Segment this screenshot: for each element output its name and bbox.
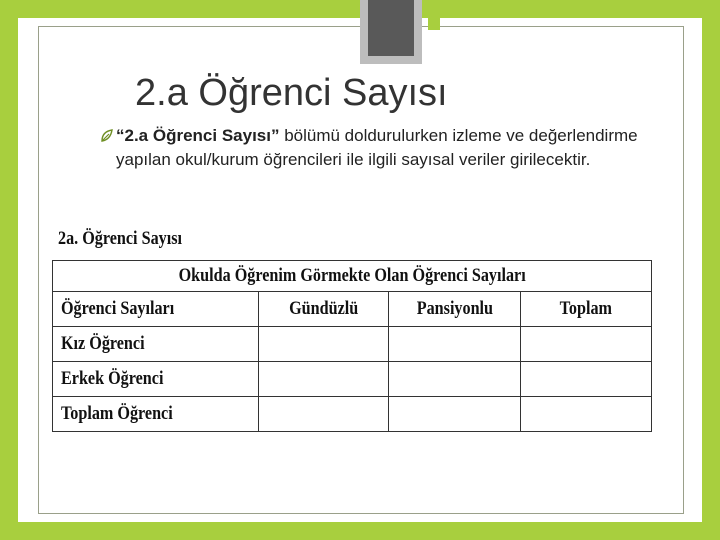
bullet-paragraph	[100, 124, 660, 172]
decor-dark-block	[368, 0, 414, 56]
row-label: Toplam Öğrenci	[53, 397, 259, 432]
row-label: Erkek Öğrenci	[53, 362, 259, 397]
bullet-quoted-title: “2.a Öğrenci Sayısı”	[116, 126, 280, 145]
table-cell	[521, 327, 652, 362]
table-cell	[521, 362, 652, 397]
student-count-table	[52, 260, 652, 432]
slide-title: 2.a Öğrenci Sayısı	[135, 72, 448, 114]
table-cell	[258, 327, 389, 362]
table-cell	[521, 397, 652, 432]
table-cell	[389, 327, 521, 362]
table-caption-row	[53, 261, 652, 292]
table-cell	[258, 362, 389, 397]
column-header: Öğrenci Sayıları	[53, 292, 259, 327]
table-header-row	[53, 292, 652, 327]
leaf-bullet-icon	[100, 127, 114, 143]
form-heading: 2a. Öğrenci Sayısı	[58, 228, 182, 249]
bullet-text	[116, 124, 660, 172]
table-cell	[389, 362, 521, 397]
table-row	[53, 327, 652, 362]
column-header: Toplam	[521, 292, 652, 327]
column-header: Gündüzlü	[258, 292, 389, 327]
bullet-body: bölümü doldurulurken izleme ve değerlendirme yapılan okul/kurum öğrencileri ile ilgili sayısal veriler girilecektir.	[116, 126, 638, 169]
table-caption: Okulda Öğrenim Görmekte Olan Öğrenci Sayıları	[53, 261, 652, 292]
table-row	[53, 397, 652, 432]
decor-green-block	[428, 0, 440, 30]
table-cell	[258, 397, 389, 432]
row-label: Kız Öğrenci	[53, 327, 259, 362]
column-header: Pansiyonlu	[389, 292, 521, 327]
table-cell	[389, 397, 521, 432]
table-row	[53, 362, 652, 397]
